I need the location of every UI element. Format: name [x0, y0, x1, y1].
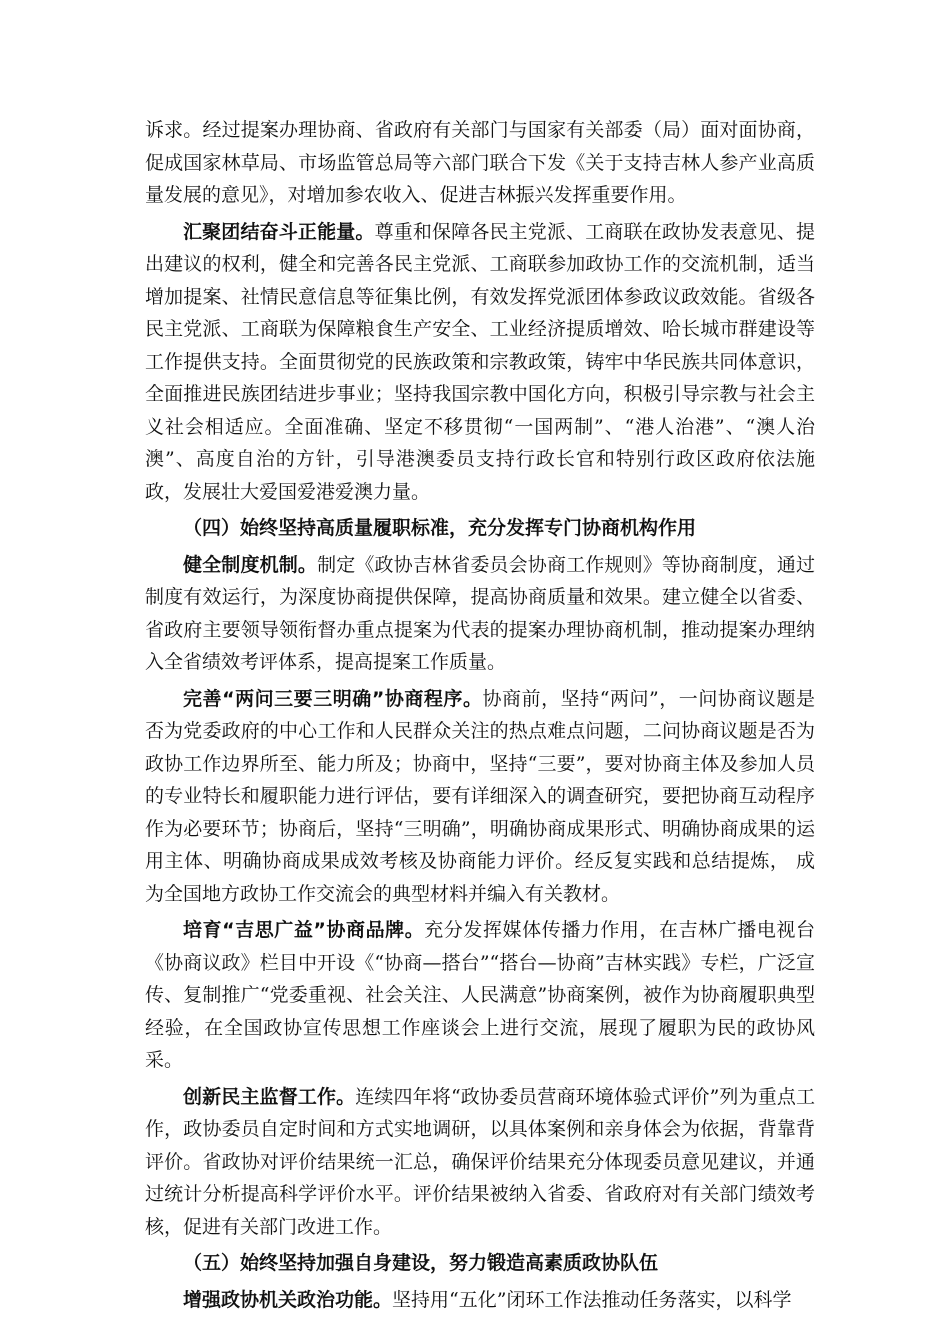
paragraph-body: 坚持用“五化”闭环工作法推动任务落实，以科学 — [392, 1288, 792, 1311]
paragraph-body: 诉求。经过提案办理协商、省政府有关部门与国家有关部委（局）面对面协商，促成国家林草局、市场监管总局等六部门联合下发《关于支持吉林人参产业高质量发展的意见》，对增加参农收入、促进吉林振兴发挥重要作用。 — [145, 119, 815, 206]
document-page — [145, 114, 815, 1320]
paragraph-lead: 汇聚团结奋斗正能量。 — [183, 220, 375, 243]
paragraph-body: 尊重和保障各民主党派、工商联在政协发表意见、提出建议的权利，健全和完善各民主党派、工商联参加政协工作的交流机制，适当增加提案、社情民意信息等征集比例，有效发挥党派团体参政议政效能。省级各民主党派、工商联为保障粮食生产安全、工业经济提质增效、哈长城市群建设等工作提供支持。全面贯彻党的民族政策和宗教政策，铸牢中华民族共同体意识， 全面推进民族团结进步事业；坚持我国宗教中国化方向，积极引导宗教与社会主义社会相适应。全面准确、坚定不移贯彻“一国两制”、“港人治港”、“澳人治澳”、高度自治的方针，引导港澳委员支持行政长官和特别行政区政府依法施政，发展壮大爱国爱港爱澳力量。 — [145, 220, 815, 503]
paragraph-lead: 创新民主监督工作。 — [183, 1085, 356, 1108]
paragraph-lead: 健全制度机制。 — [183, 553, 318, 576]
section-heading-4: （四）始终坚持高质量履职标准，充分发挥专门协商机构作用 — [183, 517, 697, 539]
paragraph-body: 协商前，坚持“两问”，一问协商议题是否为党委政府的中心工作和人民群众关注的热点难点问题，二问协商议题是否为政协工作边界所至、能力所及；协商中，坚持“三要”，要对协商主体及参加人员的专业特长和履职能力进行评估，要有详细深入的调查研究，要把协商互动程序作为必要环节；协商后，坚持“三明确”，明确协商成果形式、明确协商成果的运用主体、明确协商成果成效考核及协商能力评价。经反复实践和总结提炼， 成为全国地方政协工作交流会的典型材料并编入有关教材。 — [145, 687, 815, 905]
paragraph-supervision — [145, 1081, 815, 1244]
section-heading-5: （五）始终坚持加强自身建设，努力锻造高素质政协队伍 — [183, 1252, 659, 1274]
paragraph-brand — [145, 914, 815, 1077]
paragraph-continuation — [145, 114, 815, 212]
paragraph-system — [145, 549, 815, 679]
paragraph-lead: 完善“两问三要三明确”协商程序。 — [183, 687, 483, 710]
paragraph-body: 制定《政协吉林省委员会协商工作规则》等协商制度，通过制度有效运行，为深度协商提供保障，提高协商质量和效果。建立健全以省委、省政府主要领导领衔督办重点提案为代表的提案办理协商机制，推动提案办理纳入全省绩效考评体系，提高提案工作质量。 — [145, 553, 815, 673]
paragraph-lead: 培育“吉思广益”协商品牌。 — [183, 919, 425, 941]
paragraph-political-function — [145, 1284, 815, 1317]
paragraph-body: 连续四年将“政协委员营商环境体验式评价”列为重点工作，政协委员自定时间和方式实地调研，以具体案例和亲身体会为依据，背靠背评价。省政协对评价结果统一汇总，确保评价结果充分体现委员意见建议，并通过统计分析提高科学评价水平。评价结果被纳入省委、省政府对有关部门绩效考核，促进有关部门改进工作。 — [145, 1085, 815, 1238]
paragraph-body: 充分发挥媒体传播力作用，在吉林广播电视台《协商议政》栏目中开设《“协商—搭台”“搭台—协商”吉林实践》专栏，广泛宣传、复制推广“党委重视、社会关注、人民满意”协商案例，被作为协商履职典型经验，在全国政协宣传思想工作座谈会上进行交流，展现了履职为民的政协风采。 — [145, 919, 815, 1071]
paragraph-lead: 增强政协机关政治功能。 — [183, 1288, 393, 1311]
paragraph-unity — [145, 216, 815, 509]
paragraph-procedure — [145, 683, 815, 911]
